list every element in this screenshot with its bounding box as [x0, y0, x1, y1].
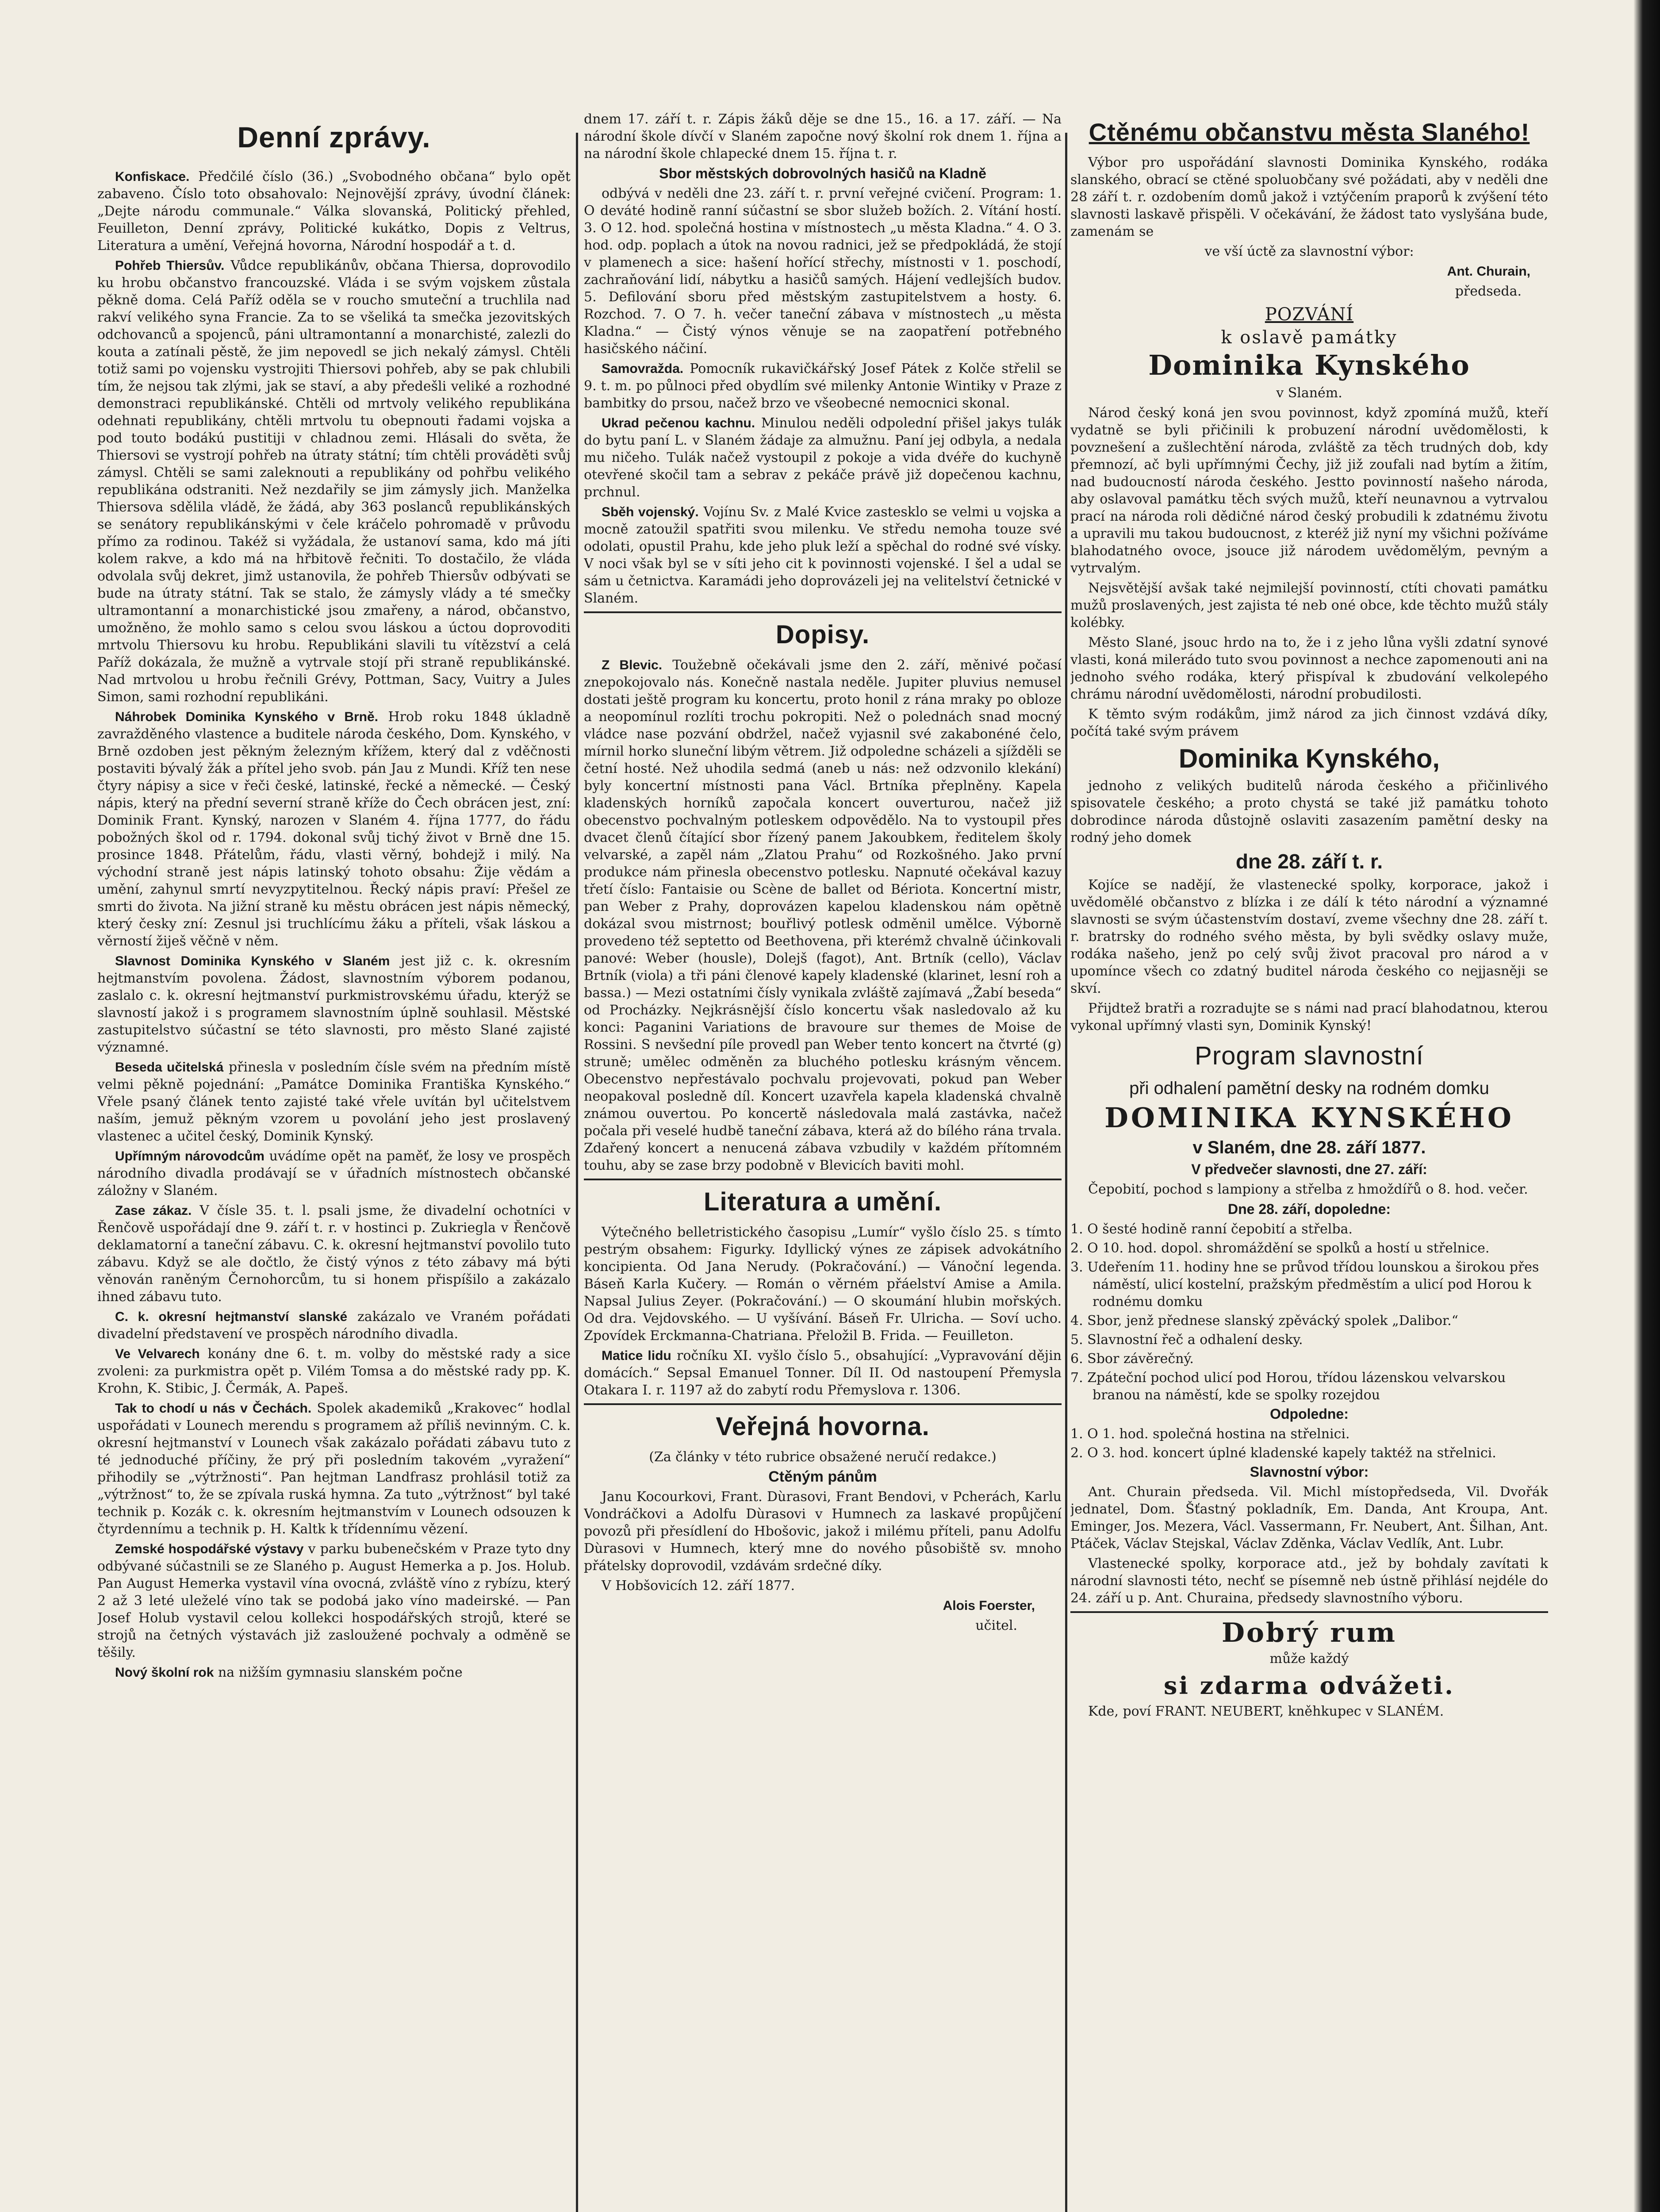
article-sbeh-vojensky: Sběh vojenský. Vojínu Sv. z Malé Kvice zastesklo se velmi u vojska a mocně zatoužil spatřiti svou milenku. Ve středu nemoha touze své odolati, opustil Prahu, kde jeho pluk leží a spěchal do rodné své vísky. V noci však byl se v síti jeho cit k povinnosti vojenské. I šel a udal se sám u četnictva. Karamádi jeho doprovázeli jej na velitelství četnické v Slaném. — [584, 504, 1062, 606]
program-items — [1070, 1221, 1548, 1404]
invitation-text-4: K těmto svým rodákům, jimž národ za jich činnost vzdává díky, počítá také svým právem — [1070, 707, 1548, 739]
notice-closing: ve vší úctě za slavnostní výbor: — [1204, 244, 1414, 259]
article-podekovani: Janu Kocourkovi, Frant. Dùrasovi, Frant Bendovi, v Pcherách, Karlu Vondráčkovi a Adolfu Dùrasovi v Humnech za laskavé propůjčení povozů při přesídlení do Hbošovic, jakož i milému příteli, panu Adolfu Dùrasovi v Humnech, který mne do nového působiště sv. mnoho přátelsky doprovodil, vzdávám srdečné díky. — [584, 1489, 1062, 1574]
article-hejtmanstvi: C. k. okresní hejtmanství slanské zakázalo ve Vraném pořádati divadelní představení ve prospěch národního divadla. — [97, 1309, 571, 1342]
program-item: 4. Sbor, jenž přednese slanský zpěvácký spolek „Dalibor.“ — [1070, 1313, 1458, 1329]
program-item: 1. O šesté hodině ranní čepobití a střelba. — [1070, 1221, 1353, 1237]
article-skolni-rok-cont: dnem 17. září t. r. Zápis žáků děje se dne 15., 16. a 17. září. — Na národní škole dívčí v Slaném započne nový školní rok dnem 1. října a na národní škole chlapecké dnem 15. října t. r. — [584, 111, 1062, 161]
section-title-dopisy: Dopisy. — [775, 620, 870, 649]
column-divider-2 — [1065, 133, 1067, 2212]
divider — [584, 1403, 1062, 1405]
notice-title-obcanstvu: Ctěnému občanstvu města Slaného! — [1089, 118, 1530, 146]
program-title: Program slavnostní — [1195, 1041, 1424, 1070]
article-pohreb-thiersuv: Pohřeb Thiersův. Vůdce republikánův, občana Thiersa, doprovodilo ku hrobu občanstvo francouzské. Vláda i se svým vojskem zůstala pěkně doma. Celá Paříž oděla se v roucho smuteční a truchlila nad rakví velikého syna Francie. Za to se všeliká ta smečka jezovitských odchovanců a spojenců, páni ultramontanní a monarchisté, zalezli do kouta a zatínali pěstě, že jim nepovedl se jich nekalý zámysl. Chtěli totiž sami po vojensku vystrojiti Thiersovi pohřeb, aby se pak chlubili tím, že nejsou tak zlými, jak se staví, a aby předešli veliké a rozhodné demonstraci republikánské. Chtěli od mrtvoly velikého republikána odehnati republikány, chtěli mrtvolu tu obepnouti řadami vojska a pod touto bodákú pustitiji v chladnou zemi. Hlásali do světa, že Thiersovi se vystrojí pohřeb na útraty státní; tím chtěli prováděti svůj zámysl. Chtěli se sami zaleknouti a republikány od pohřbu velikého republikána odstraniti. Než nezdařily se jim zámysly jich. Manželka Thiersova sdělila vládě, že žádá, aby 363 poslanců republikánských se senátory republikánskými v čele kráčelo pohromadě v průvodu přímo za rodinou. Takéž si vyžádala, že ustanoví sama, kdo má jíti kolem rakve, a kdo má na hřbitově řečniti. To dostačilo, že vláda odvolala svůj dekret, jimž ustanovila, že pohřeb Thiersův odbývati se bude na útraty státní. Tak se stalo, že zámysly vlády a té smečky ultramontanní a monarchistické jsou zmařeny, a národ, občanstvo, umožněno, že mohlo samo s celou svou láskou a úctou doprovoditi mrtvolu Thiersovu ku hrobu. Republikáni slavili tu vítězství a celá Paříž dokázala, že mužně a vytrvale stojí při straně republikánské. Nad mrtvolou u hrobu řečnili Grévy, Pottman, Sacy, Vuitry a Jules Simon, sami rozhodní republikáni. — [97, 258, 571, 705]
eve-text: Čepobití, pochod s lampiony a střelba z hmoždířů o 8. hod. večer. — [1088, 1182, 1528, 1197]
section-title-denni-zpravy: Denní zprávy. — [237, 121, 431, 154]
section-title-verejna-hovorna: Veřejná hovorna. — [716, 1412, 930, 1441]
title-dominika-kynskeho: Dominika Kynského — [1148, 349, 1470, 381]
column-ads — [1070, 111, 1548, 2212]
article-z-blevic: Z Blevic. Toužebně očekávali jsme den 2. září, měnivé počasí znepokojovalo nás. Konečně nastala neděle. Jupiter pluvius nemusel dostati ještě program ku koncertu, proto honil z rána mraky po obloze a neopomínul rozlíti trochu pokropiti. Než o polednách snad mocný vládce nase pozvání obdržel, načež vyjasnil své zakabonéné čelo, mírnil horko sluneční libým větrem. Již odpoledne scházeli a sjížděli se četní hosté. Než uhodila sedmá (aneb u nás: než odzvonilo klekání) byly koncertní místnosti pana Václ. Brtníka přeplněny. Kapela kladenských horníků započala koncert ouverturou, načež již obecenstvo pochvalným potleskem odpovědělo. Na to vystoupil přes dvacet členů čítající sbor řízený panem Jakoubkem, ředitelem školy velvarské, a zapěl nám „Zlatou Prahu“ od Rozkošného. Jako první produkce nám přinesla obecenstvo potlesku. Napnuté očekával kazuy třetí číslo: Fantaisie ou Scène de ballet od Bériota. Koncertní mistr, pan Weber z Prahy, doprovázen kapelou kladenskou nám opětně dokázal svou mistrnost; bouřlivý potlesk odměnil umělce. Výborně provedeno též septetto od Beethovena, při kterémž chvalně účinkovali panové: Weber (housle), Dolejš (fagot), Ant. Brtník (cello), Václav Brtník (viola) a tři páni členové kapely kladenské (klarinet, lesní roh a bassa.) — Mezi ostatními čísly vynikala zvláště zajímavá „Žabí beseda“ od Procházky. Nejkrásnější číslo koncertu však nasledovalo až ku konci: Paganini Variations de bravoure sur themes de Moise de Rossini. S nevšední píle provedl pan Weber tento koncert na čtvrté (g) struně; umělec odměněn za bluchého potlesku krásným věncem. Obecenstvo nepřestávalo pochvalu projevovati, pokud pan Weber neopakoval posledně díl. Koncert uzavřela kapela kladenská chvalně známou ouvertou. Po koncertě následovala malá zastávka, načež počala při veselé hudbě taneční zábava, která až do bílého rána trvala. Zdařený koncert a nenucená zábava vzbudily v každém přítomném touhu, aby se zase brzy podobně v Blevicích baviti mohl. — [584, 657, 1062, 1173]
invitation-text-6: Kojíce se nadějí, že vlastenecké spolky, korporace, jakož i uvědomělé občanstvo z blízka i ze dálí k této národní a významné slavnosti se svým účastenstvím dostaví, zveme všechny dne 28. září t. r. bratrsky do rodného svého města, by byli svědky oslavy muže, rodáka našeho, jenž po celý svůj život pracoval pro národ a v upomínce všech co zdatný buditel národa českého co nejjasněji se skví. — [1070, 877, 1548, 996]
program-date: v Slaném, dne 28. září 1877. — [1192, 1138, 1426, 1157]
article-velvary: Ve Velvarech konány dne 6. t. m. volby do městské rady a sice zvoleni: za purkmistra opět p. Vilém Tomsa a do městské rady pp. K. Krohn, K. Stibic, J. Čermák, A. Papeš. — [97, 1346, 571, 1396]
registration-note: Vlastenecké spolky, korporace atd., jež by bohdaly zavítati k národní slavnosti této, nechť se písemně neb ústně přihlásí nejdéle do 24. září u p. Ant. Churaina, předsedy slavnostního výboru. — [1070, 1556, 1548, 1606]
title-dominika-kynskeho-2: Dominika Kynského, — [1178, 744, 1440, 773]
heading-pozvani: POZVÁNÍ — [1265, 304, 1354, 325]
article-lumir: Výtečného belletristického časopisu „Lumír“ vyšlo číslo 25. s tímto pestrým obsahem: Figurky. Idyllický výnes ze zápisek advokátního koncipienta. Od Jana Nerudy. (Pokračování.) — Vánoční legenda. Báseň Karla Kučery. — Román o věrném přáelství Amise a Amila. Napsal Julius Zeyer. (Pokračování.) — O skoumání hlubin mořských. Od dra. Vejdovského. — U vyšívání. Báseň Fr. Ulricha. — Soví ucho. Zpovídek Erckmanna-Chatriana. Přeložil B. Frida. — Feuilleton. — [584, 1225, 1062, 1344]
invitation-text-2: Nejsvětější avšak také nejmilejší povinností, ctíti chovati památku mužů proslavených, jest zajista té neb oné obce, kde těchto mužů stály kolébky. — [1070, 580, 1548, 630]
article-zase-zakaz: Zase zákaz. V čísle 35. t. l. psali jsme, že divadelní ochotníci v Řenčově uspořádají dne 9. září t. r. v hostinci p. Zukriegla v Řenčově deklamatorní a taneční zábavu. C. k. okresní hejtmanství povolilo tuto zábavu. Když se ale dočtlo, že čistý výnos z této zábavy má býti věnován raněným Černohorcům, tu si honem přispíšilo a zakázalo ihned zábavu tuto. — [97, 1203, 571, 1305]
column-denni-zpravy — [97, 111, 571, 2212]
ad-dobry-rum: Dobrý rum — [1221, 1617, 1397, 1648]
article-narodovci: Upřímným nárovodcům uvádíme opět na paměť, že losy ve prospěch národního divadla prodávají se v úřadních místnostech občanské záložny v Slaném. — [97, 1148, 571, 1198]
program-item: 6. Sbor závěrečný. — [1070, 1351, 1194, 1367]
article-beseda-ucitelska: Beseda učitelská přinesla v posledním čísle svém na předním místě velmi pěkně pojednání: „Památce Dominika Františka Kynského.“ Vřele psaný článek tento zajisté také vřele uvítán byl učitelstvem naším, jemuž pěkným vzorem u povolání jeho jest proslavený vlastenec a učitel český, Dominik Kynský. — [97, 1060, 571, 1144]
signature-role-predseda: předseda. — [1455, 284, 1522, 299]
date-highlight: dne 28. září t. r. — [1235, 850, 1383, 873]
column-middle — [584, 111, 1062, 2212]
notice-text: Výbor pro uspořádání slavnosti Dominika Kynského, rodáka slanského, obrací se ctěné spoluobčany své požádati, aby v neděli dne 28 září t. r. ozdobením domů jakož i vztýčením praporů k zvýšení této slavnosti laskavě přispěli. V očekávání, že žádost tato vyslyšána bude, zamenám se — [1070, 155, 1548, 239]
subheading-v-slanem: v Slaném. — [1276, 385, 1342, 401]
signature-name: Alois Foerster, — [943, 1598, 1035, 1613]
article-samovrazda: Samovražda. Pomocník rukavičkářský Josef Pátek z Kolče střelil se 9. t. m. po půlnoci před obydlím své milenky Antonie Wintiky v Praze z bambitky do prsou, načež brzo ve všeobecné nemocnici skonal. — [584, 361, 1062, 411]
invitation-text-1: Národ český koná jen svou povinnost, když zpomíná mužů, kteří vydatně se byli přičinili k probuzení národní uvědomělosti, k povznešení a zušlechtění národa, zvláště za těch trudných dob, kdy přemnozí, ač byli upřímnými Čechy, již již zoufali nad bytím a žitím, nad budoucností národa českého. Jestto povinností našeho národa, aby oslavoval památku těch svých mužů, kteří neunavnou a vytrvalou prací na národa roli dědičné národ český probudili k zdatnému životu a upravili mu takou budoucnost, z kteréž již nyní my všichni požíváme blahodatného ovoce, jsouce již národem uvědomělým, pevným a vytrvalým. — [1070, 405, 1548, 576]
program-item: 2. O 10. hod. dopol. shromáždění se spolků a hostí u střelnice. — [1070, 1240, 1490, 1256]
eve-title: V předvečer slavnosti, dne 27. září: — [1191, 1161, 1427, 1177]
article-matice-lidu: Matice lidu ročníku XI. vyšlo číslo 5., obsahující: „Vypravování dějin domácích.“ Sepsal Emanuel Tonner. Díl II. Od nastoupení Přemysla Otakara I. r. 1197 až do zabytí rodu Přemyslova r. 1306. — [584, 1348, 1062, 1398]
invitation-text-3: Město Slané, jsouc hrdo na to, že i z jeho lůna vyšli zdatní synové vlasti, koná milerádo tuto svou povinnost a nechce zapomenouti ani na jednoho svého rodáka, který přispíval k zbudování velkolepého chrámu národní uvědomělosti, národní probudilosti. — [1070, 635, 1548, 702]
ad-si-zdarma: si zdarma odvážeti. — [1164, 1671, 1455, 1700]
afternoon-title: Odpoledne: — [1270, 1406, 1349, 1422]
invitation-text-7: Přijdtež bratři a rozradujte se s námi nad prací blahodatnou, kterou vykonal upřímný vlasti syn, Dominik Kynský! — [1070, 1001, 1548, 1033]
article-sbor-hasicu: odbývá v neděli dne 23. září t. r. první veřejné cvičení. Program: 1. O deváté hodině ranní súčastní se sbor služeb božích. 2. Vítání hostí. 3. O 12. hod. společná hostina v místnostech „u města Kladna.“ 4. O 3. hod. odp. poplach a útok na novou radnici, jež se předpokládá, že stojí v plamenech a sice: hašení hořící střechy, místnosti v 1. poschodí, zachraňování lidí, nábytku a hasičů samých. Hájení vedlejších budov. 5. Defilování sboru před městským zastupitelstvem a hosty. 6. Rozchod. 7. O 7. h. večer taneční zábava v místnostech „u města Kladna.“ — Čistý výnos věnuje se na zaopatření potřebného hasičského náčiní. — [584, 186, 1062, 357]
article-skolni-rok: Nový školní rok na nižším gymnasiu slanském počne — [115, 1665, 463, 1680]
section-title-literatura: Literatura a umění. — [704, 1187, 942, 1216]
article-vystavy: Zemské hospodářské výstavy v parku bubenečském v Praze tyto dny odbývané súčastnili se ze Slaného p. August Hemerka a p. Jos. Holub. Pan August Hemerka vystavil vína ovocná, zvláště víno z rybízu, který 2 až 3 leté uleželé víno tak se podobá jako víno madeirské. — Pan Josef Holub vystavil celou kollekci hospodářských strojů, které se strojů na četných výstavách již zasloužené pochvaly a odměně se těšily. — [97, 1541, 571, 1660]
afternoon-item: 2. O 3. hod. koncert úplné kladenské kapely taktéž na střelnici. — [1070, 1445, 1496, 1461]
disclaimer: (Za články v této rubrice obsažené neručí redakce.) — [649, 1449, 997, 1465]
heading-ctenym-panum: Ctěným pánům — [768, 1468, 877, 1485]
subheading-k-oslave: k oslavě památky — [1221, 327, 1398, 348]
divider — [584, 611, 1062, 613]
page-edge-shadow — [1633, 0, 1660, 2212]
article-tak-to-chodi: Tak to chodí u nás v Čechách. Spolek akademiků „Krakovec“ hodlal uspořádati v Lounech merendu s programem až příliš nevinným. C. k. okresní hejtmanství v Lounech však zakázalo pořádati zábavu tuto z té jednoduché příčiny, že prý při posledním takovém „vyražení“ přihodily se „výtržnosti“. Pan hejtman Landfrasz prohlásil totiž za „výtržnost“ to, že se zpívala ruská hymna. Za tuto „výtržnost“ byl také technik p. Kozák c. k. okresním hejtmanstvím v Lounech odsouzen k čtyrdennímu a technik p. H. Kaltk k třídennímu vězení. — [97, 1401, 571, 1537]
program-item: 5. Slavnostní řeč a odhalení desky. — [1070, 1332, 1303, 1348]
article-slavnost-kynskeho: Slavnost Dominika Kynského v Slaném jest již c. k. okresním hejtmanstvím povolena. Žádost, slavnostním výborem podanou, zaslalo c. k. okresní hejtmanství purkmistrovskému úřadu, kterýž se slavností jakož i s programem slavnostním úplně souhlasil. Městské zastupitelstvo súčastní se této slavnosti, pro město Slané zajisté významné. — [97, 953, 571, 1055]
article-konfiskace: Konfiskace. Předčilé číslo (36.) „Svobodného občana“ bylo opět zabaveno. Číslo toto obsahovalo: Nejnovější zprávy, úvodní článek: „Dejte národu communale.“ Válka slovanská, Politický přehled, Feuilleton, Denní zprávy, Politické kukátko, Dopis z Veltrus, Literatura a umění, Veřejná hovorna, Národní hospodář a t. d. — [97, 169, 571, 253]
article-ukrad-kachnu: Ukrad pečenou kachnu. Minulou neděli odpolední přišel jakys tulák do bytu paní L. v Slaném žádaje za almužnu. Paní jej odbyla, a nedala mu ničeho. Tulák načež vystoupil z pokoje a vida dvéře do kuchyně otevřené skočil tam a sebrav z pekáče právě již dopečenou kachnu, prchnul. — [584, 415, 1062, 500]
program-subtitle: při odhalení pamětní desky na rodném domku — [1129, 1079, 1489, 1098]
ad-neubert: Kde, poví FRANT. NEUBERT, kněhkupec v SLANÉM. — [1088, 1704, 1444, 1719]
heading-sbor-hasicu: Sbor městských dobrovolných hasičů na Kladně — [659, 165, 986, 181]
committee-members: Ant. Churain předseda. Vil. Michl místopředseda, Vil. Dvořák jednatel, Dom. Šťastný pokladník, Em. Danda, Ant Kroupa, Ant. Eminger, Jos. Mezera, Václ. Vassermann, Fr. Neubert, Ant. Šilhan, Ant. Ptáček, Václav Stejskal, Václav Zděnka, Václav Vedlík, Ant. Lubr. — [1070, 1484, 1548, 1551]
column-divider-1 — [576, 133, 578, 2212]
signature-role: učitel. — [975, 1618, 1017, 1633]
divider — [584, 1179, 1062, 1180]
signature-churain: Ant. Churain, — [1447, 264, 1530, 279]
afternoon-item: 1. O 1. hod. společná hostina na střelnici. — [1070, 1426, 1350, 1442]
day-title: Dne 28. září, dopoledne: — [1227, 1201, 1391, 1217]
program-item: 7. Zpáteční pochod ulicí pod Horou, třídou lázenskou velvarskou branou na náměstí, kde se spolky rozejdou — [1070, 1370, 1506, 1403]
divider — [1070, 1611, 1548, 1613]
ad-muze-kazdy: může každý — [1269, 1651, 1349, 1667]
program-name-caps: DOMINIKA KYNSKÉHO — [1104, 1102, 1514, 1134]
place-date: V Hobšovicích 12. září 1877. — [602, 1578, 795, 1594]
article-nahrobek-kynskeho: Náhrobek Dominika Kynského v Brně. Hrob roku 1848 úkladně zavražděného vlastence a buditele národa českého, Dom. Kynského, v Brně ozdoben jest pěkným železným křížem, který dal z vděčnosti postaviti bývalý žák a přítel jeho svob. pán Jau z Mundi. Kříž ten nese čtyry nápisy a sice v řeči české, latinské, řecké a německé. — Český nápis, který na přední severní straně kříže do Čech obrácen jest, zní: Dominik Frant. Kynský, narozen v Slaném 4. října 1777, do řádu pobožných škol od r. 1794. dokonal svůj tichý život v Brně dne 15. prosince 1848. Přátelům, řádu, vlasti věrný, bohdejž i milý. Na východní straně jest nápis latinský tohoto obsahu: Žije vědám a umění, zahynul smrtí nevyzpytitelnou. Řecký nápis praví: Přešel ze smrti do života. Na jižní straně ku městu obrácen jest nápis německý, který česky zní: Zesnul jsi truchlícímu žáku a příteli, však láskou a věrností žiješ věčně v něm. — [97, 709, 571, 949]
invitation-text-5: jednoho z velikých buditelů národa českého a přičinlivého spisovatele českého; a proto chystá se také již památku tohoto dobrodince národa důstojně oslaviti zasazením pamětní desky na rodný jeho domek — [1070, 778, 1548, 845]
program-item: 3. Udeřením 11. hodiny hne se průvod třídou lounskou a širokou přes náměstí, ulicí kostelní, pražským předměstím a ulicí pod Horou k rodnému domku — [1070, 1260, 1539, 1310]
committee-title: Slavnostní výbor: — [1250, 1464, 1369, 1480]
